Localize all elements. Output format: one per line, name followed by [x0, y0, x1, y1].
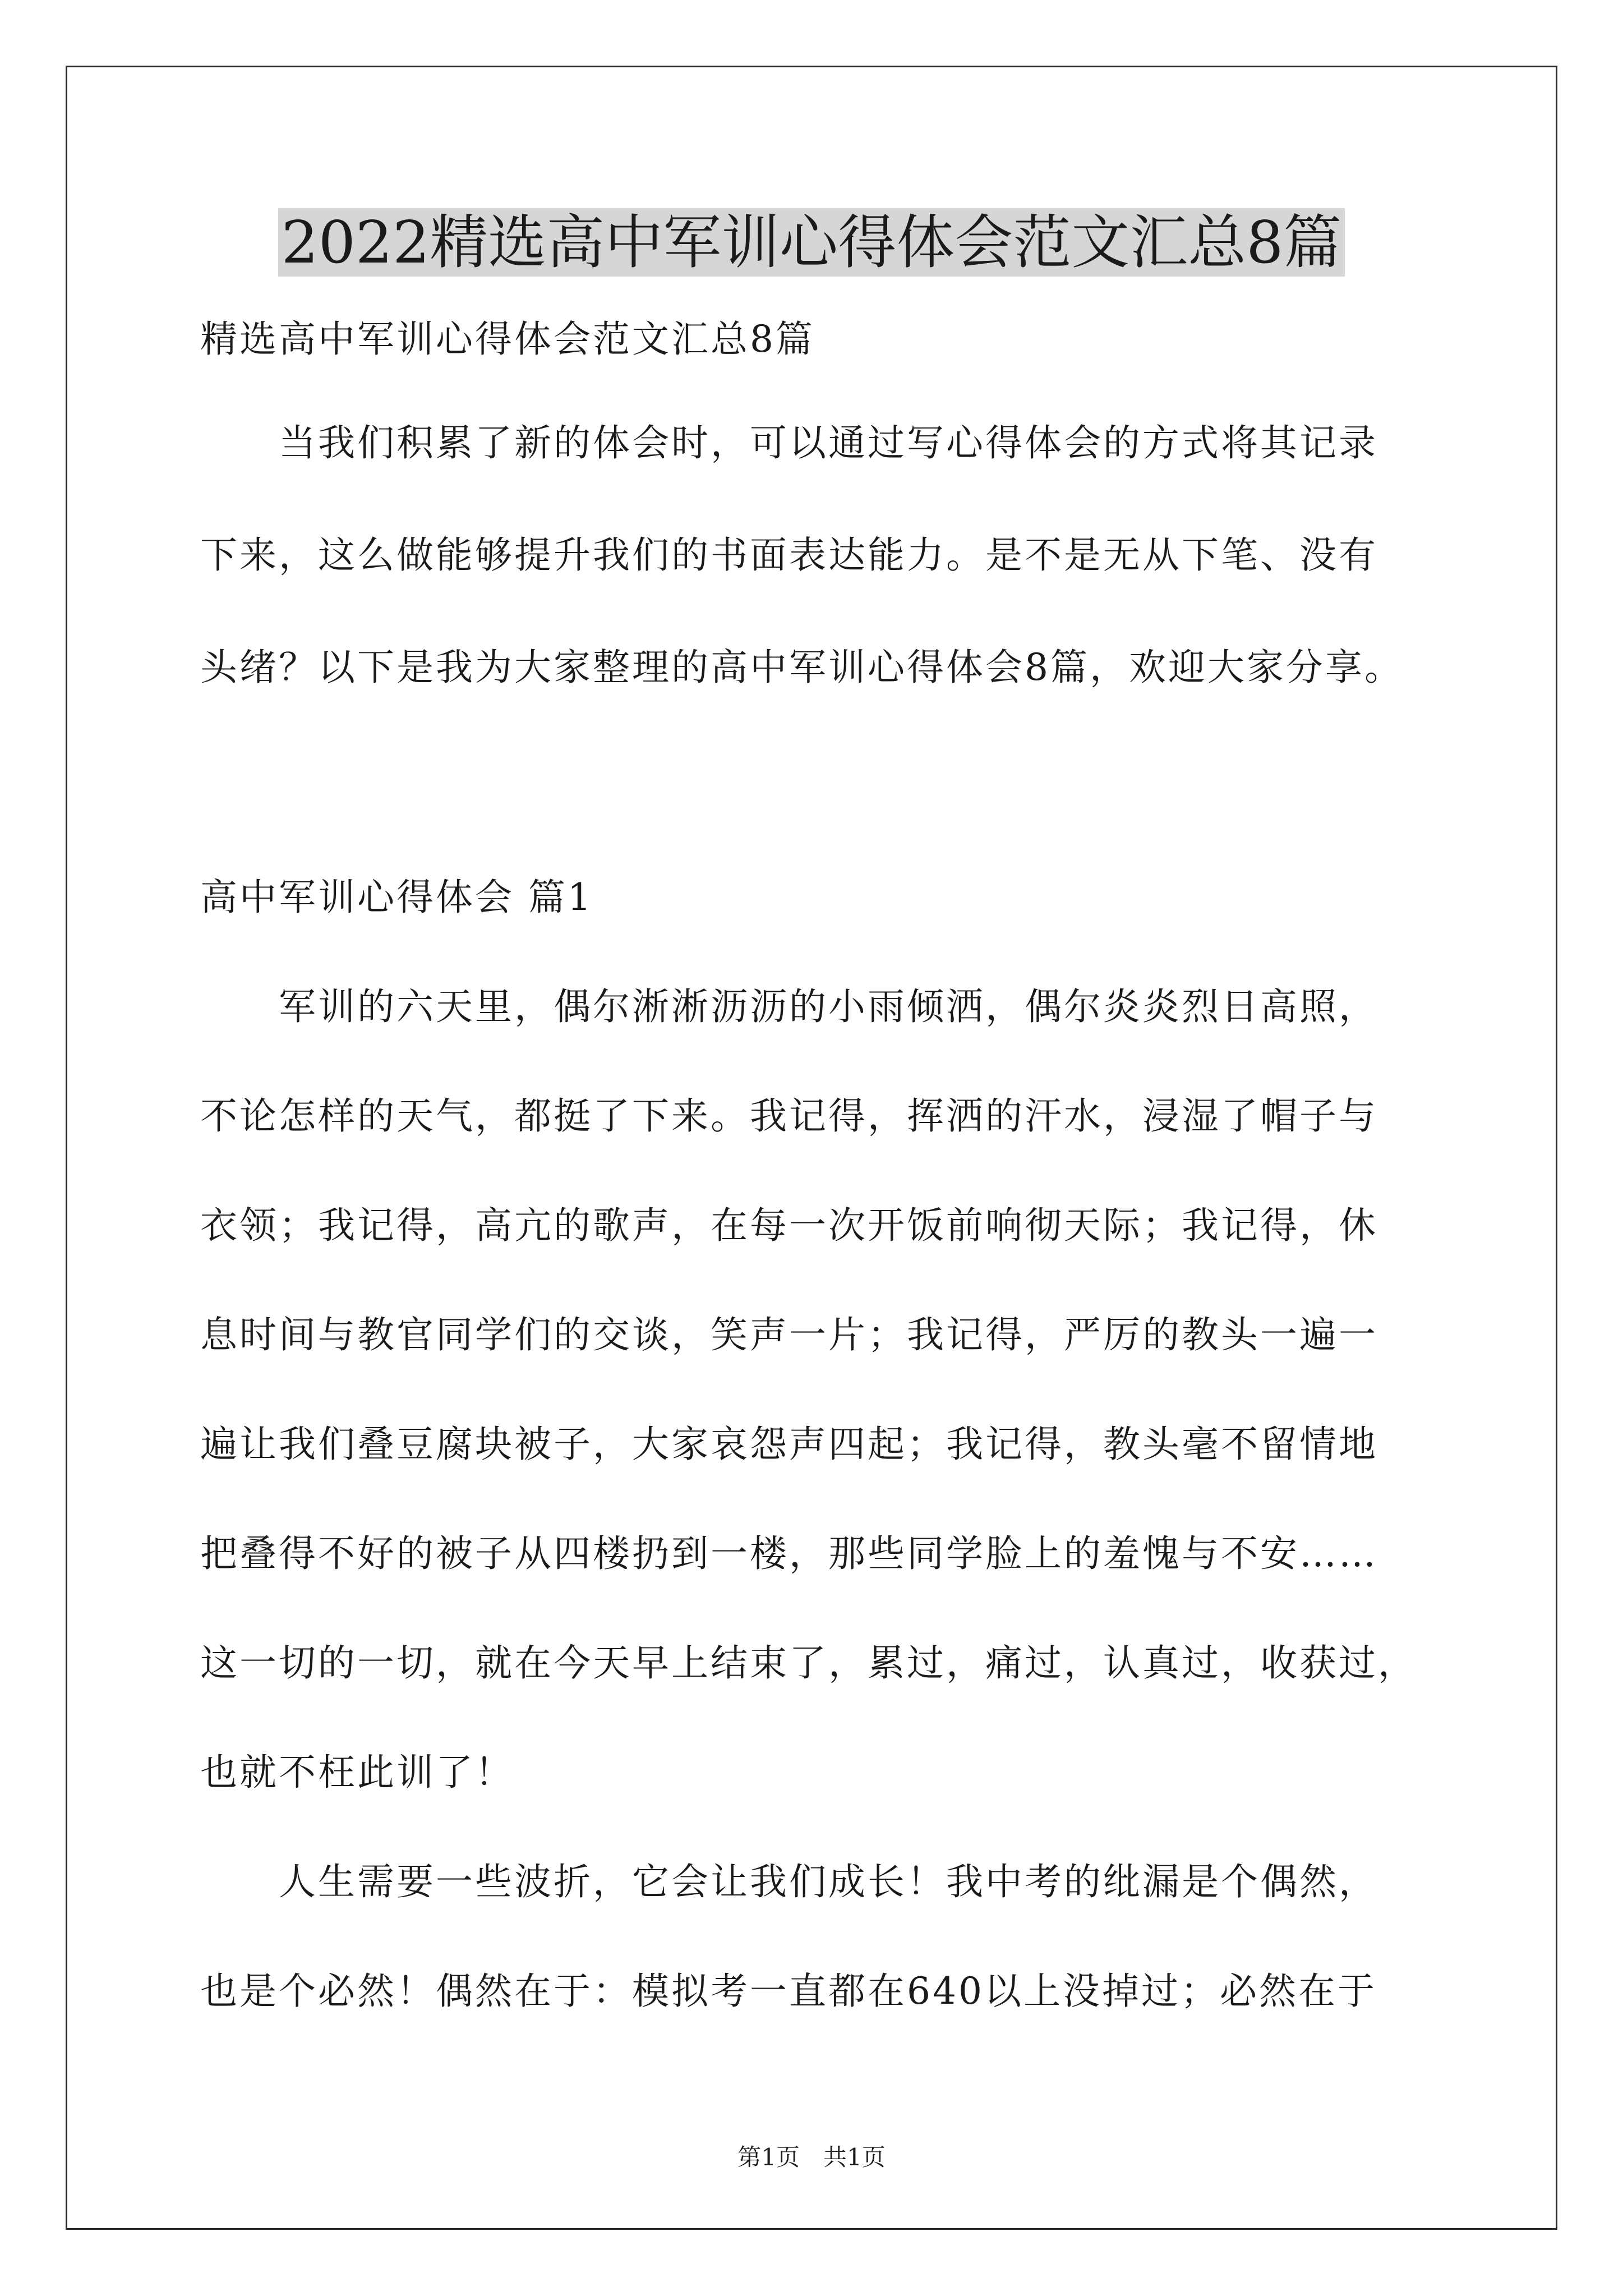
paragraph-line: 也就不枉此训了！: [200, 1751, 514, 1794]
paragraph-line: 也是个必然！偶然在于：模拟考一直都在640以上没掉过；必然在于: [200, 1970, 1377, 2013]
paragraph-line: 这一切的一切，就在今天早上结束了，累过，痛过，认真过，收获过，: [200, 1641, 1417, 1685]
document-title: [0, 203, 1623, 282]
paragraph-line: 遍让我们叠豆腐块被子，大家哀怨声四起；我记得，教头毫不留情地: [200, 1423, 1378, 1466]
paragraph-line: 衣领；我记得，高亢的歌声，在每一次开饭前响彻天际；我记得，休: [200, 1204, 1378, 1247]
paragraph-line: 把叠得不好的被子从四楼扔到一楼，那些同学脸上的羞愧与不安……: [200, 1532, 1378, 1575]
paragraph-line: 人生需要一些波折，它会让我们成长！我中考的纰漏是个偶然，: [200, 1860, 1378, 1903]
intro-line: 下来，这么做能够提升我们的书面表达能力。是不是无从下笔、没有: [200, 533, 1378, 577]
document-title-text: 2022精选高中军训心得体会范文汇总8篇: [278, 208, 1345, 277]
intro-line: 头绪？以下是我为大家整理的高中军训心得体会8篇，欢迎大家分享。: [200, 646, 1404, 689]
document-subtitle: 精选高中军训心得体会范文汇总8篇: [200, 318, 815, 361]
section-heading: 高中军训心得体会 篇1: [200, 876, 593, 919]
page-footer: 第1页 共1页: [737, 2143, 886, 2171]
paragraph-line: 军训的六天里，偶尔淅淅沥沥的小雨倾洒，偶尔炎炎烈日高照，: [200, 985, 1378, 1028]
paragraph-line: 不论怎样的天气，都挺了下来。我记得，挥洒的汗水，浸湿了帽子与: [200, 1094, 1378, 1138]
intro-line: 当我们积累了新的体会时，可以通过写心得体会的方式将其记录: [200, 421, 1378, 464]
paragraph-line: 息时间与教官同学们的交谈，笑声一片；我记得，严厉的教头一遍一: [200, 1313, 1378, 1356]
